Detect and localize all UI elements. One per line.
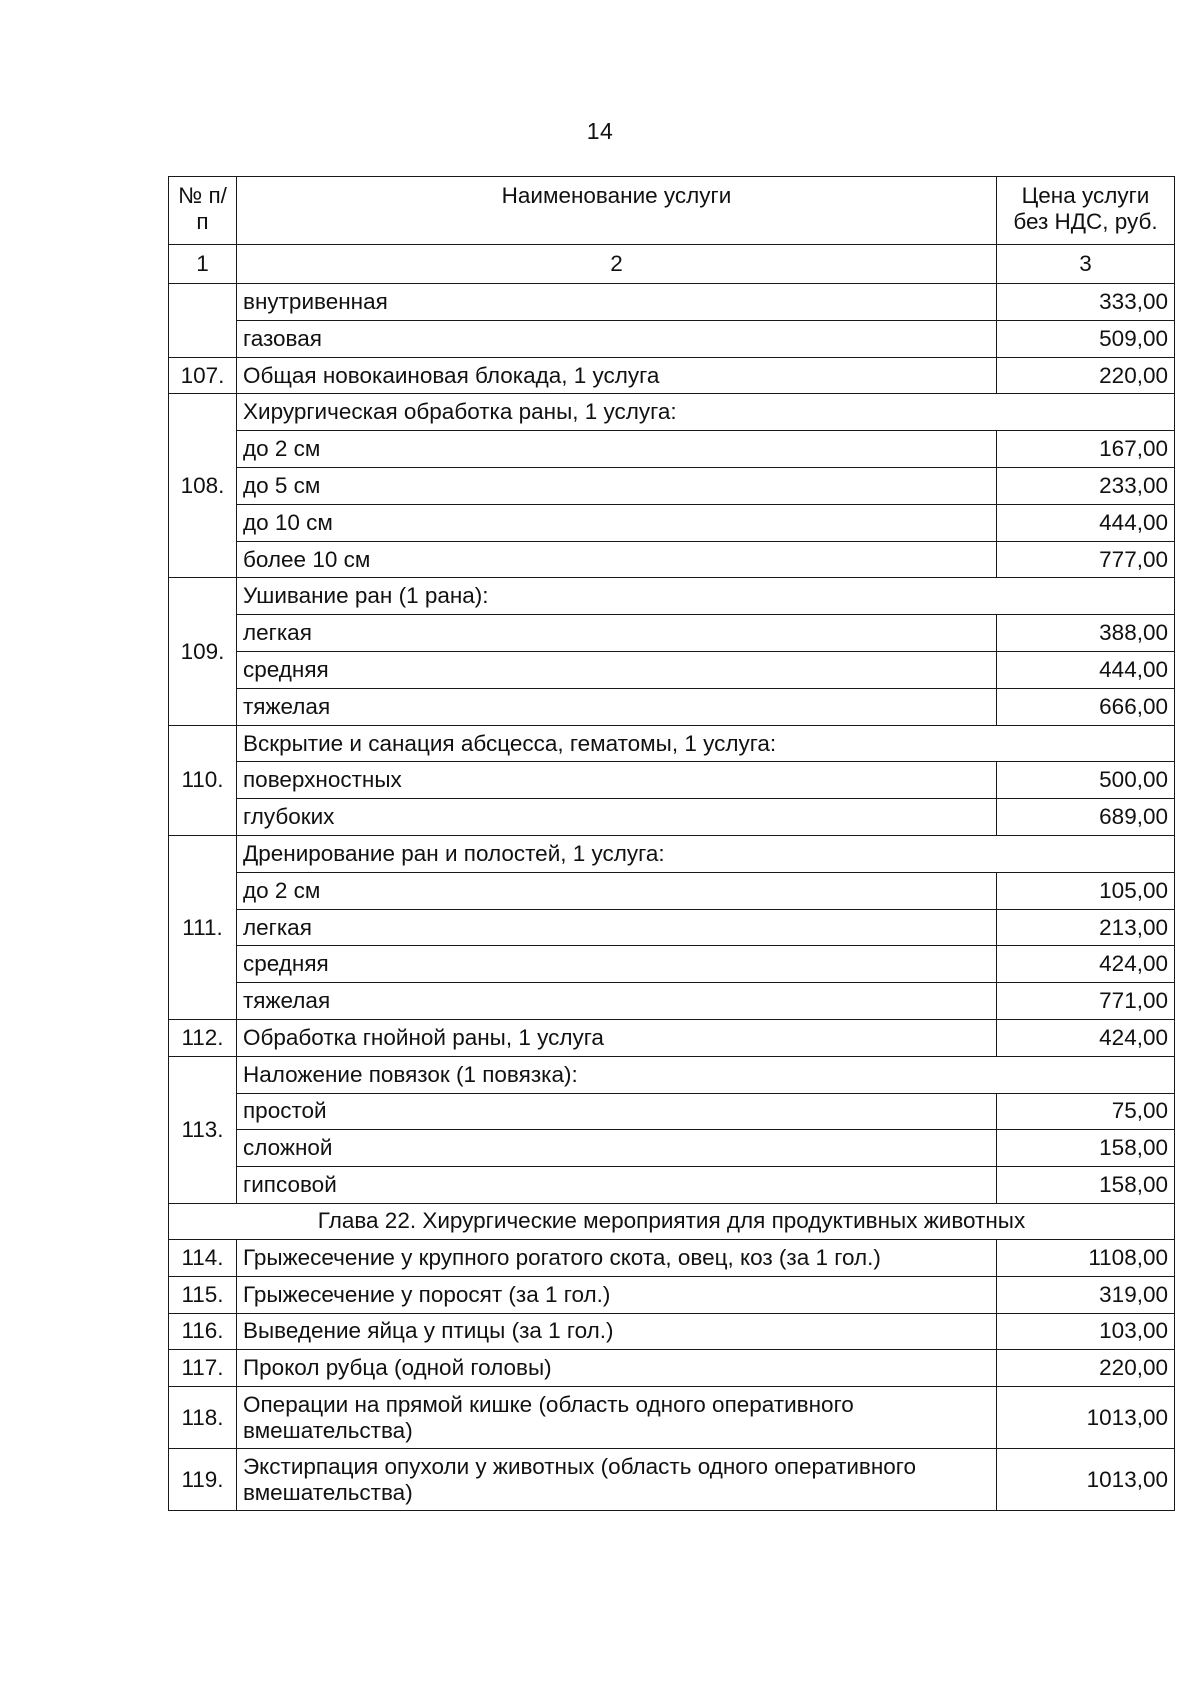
row-number: 108.	[169, 394, 237, 578]
service-price: 233,00	[997, 467, 1175, 504]
table-row	[169, 320, 1175, 357]
table-row	[169, 1276, 1175, 1313]
row-number: 110.	[169, 725, 237, 835]
service-price: 105,00	[997, 872, 1175, 909]
service-name: Дренирование ран и полостей, 1 услуга:	[237, 835, 1175, 872]
table-row	[169, 651, 1175, 688]
row-number: 115.	[169, 1276, 237, 1313]
service-price: 319,00	[997, 1276, 1175, 1313]
service-price: 158,00	[997, 1130, 1175, 1167]
row-number: 116.	[169, 1313, 237, 1350]
table-row	[169, 799, 1175, 836]
service-name: Ушивание ран (1 рана):	[237, 578, 1175, 615]
header-number: № п/п	[169, 177, 237, 245]
table-row	[169, 615, 1175, 652]
service-price: 75,00	[997, 1093, 1175, 1130]
service-name: Операции на прямой кишке (область одного оперативного вмешательства)	[237, 1387, 997, 1449]
service-price: 424,00	[997, 1019, 1175, 1056]
row-number: 111.	[169, 835, 237, 1019]
row-number: 107.	[169, 357, 237, 394]
service-name: сложной	[237, 1130, 997, 1167]
row-number: 109.	[169, 578, 237, 725]
service-name: газовая	[237, 320, 997, 357]
table-row	[169, 1167, 1175, 1204]
service-price: 444,00	[997, 504, 1175, 541]
header-price: Цена услуги без НДС, руб.	[997, 177, 1175, 245]
service-price: 333,00	[997, 284, 1175, 321]
table-row	[169, 1239, 1175, 1276]
service-name: Обработка гнойной раны, 1 услуга	[237, 1019, 997, 1056]
service-price: 444,00	[997, 651, 1175, 688]
column-index-2: 2	[237, 245, 997, 284]
table-row	[169, 983, 1175, 1020]
row-number: 118.	[169, 1387, 237, 1449]
service-name: средняя	[237, 946, 997, 983]
service-name: Экстирпация опухоли у животных (область одного оперативного вмешательства)	[237, 1449, 997, 1511]
service-name: тяжелая	[237, 983, 997, 1020]
table-row	[169, 1313, 1175, 1350]
table-row	[169, 357, 1175, 394]
service-price: 220,00	[997, 357, 1175, 394]
service-price: 103,00	[997, 1313, 1175, 1350]
service-price: 666,00	[997, 688, 1175, 725]
column-index-3: 3	[997, 245, 1175, 284]
service-name: внутривенная	[237, 284, 997, 321]
table-row	[169, 725, 1175, 762]
chapter-title: Глава 22. Хирургические мероприятия для продуктивных животных	[169, 1203, 1175, 1239]
service-price: 158,00	[997, 1167, 1175, 1204]
service-name: более 10 см	[237, 541, 997, 578]
row-number	[169, 284, 237, 358]
table-row	[169, 688, 1175, 725]
column-index-row	[169, 245, 1175, 284]
service-name: до 5 см	[237, 467, 997, 504]
service-price: 167,00	[997, 431, 1175, 468]
service-name: Хирургическая обработка раны, 1 услуга:	[237, 394, 1175, 431]
service-price: 771,00	[997, 983, 1175, 1020]
page-number: 14	[586, 118, 614, 144]
table-row	[169, 1019, 1175, 1056]
row-number: 119.	[169, 1449, 237, 1511]
service-name: Выведение яйца у птицы (за 1 гол.)	[237, 1313, 997, 1350]
table-row	[169, 872, 1175, 909]
table-row	[169, 1056, 1175, 1093]
table-row	[169, 909, 1175, 946]
service-price: 1013,00	[997, 1387, 1175, 1449]
service-name: легкая	[237, 615, 997, 652]
row-number: 117.	[169, 1350, 237, 1387]
service-price: 509,00	[997, 320, 1175, 357]
service-name: простой	[237, 1093, 997, 1130]
service-name: легкая	[237, 909, 997, 946]
table-header-row	[169, 177, 1175, 245]
row-number: 114.	[169, 1239, 237, 1276]
table-row	[169, 284, 1175, 321]
table-row	[169, 504, 1175, 541]
service-name: поверхностных	[237, 762, 997, 799]
service-price: 1013,00	[997, 1449, 1175, 1511]
service-name: Грыжесечение у крупного рогатого скота, овец, коз (за 1 гол.)	[237, 1239, 997, 1276]
table-row	[169, 541, 1175, 578]
service-name: гипсовой	[237, 1167, 997, 1204]
service-name: Наложение повязок (1 повязка):	[237, 1056, 1175, 1093]
service-name: до 2 см	[237, 431, 997, 468]
table-row	[169, 1387, 1175, 1449]
price-table	[168, 176, 1175, 1511]
service-price: 1108,00	[997, 1239, 1175, 1276]
service-name: Грыжесечение у поросят (за 1 гол.)	[237, 1276, 997, 1313]
table-row	[169, 431, 1175, 468]
header-service-name: Наименование услуги	[237, 177, 997, 245]
table-row	[169, 578, 1175, 615]
table-row	[169, 1350, 1175, 1387]
row-number: 112.	[169, 1019, 237, 1056]
service-price: 388,00	[997, 615, 1175, 652]
service-price: 213,00	[997, 909, 1175, 946]
service-name: до 2 см	[237, 872, 997, 909]
table-row	[169, 1093, 1175, 1130]
table-row	[169, 835, 1175, 872]
table-row	[169, 946, 1175, 983]
service-name: Прокол рубца (одной головы)	[237, 1350, 997, 1387]
row-number: 113.	[169, 1056, 237, 1203]
chapter-row	[169, 1203, 1175, 1239]
service-price: 500,00	[997, 762, 1175, 799]
service-price: 220,00	[997, 1350, 1175, 1387]
service-name: глубоких	[237, 799, 997, 836]
service-name: тяжелая	[237, 688, 997, 725]
table-row	[169, 467, 1175, 504]
service-price: 689,00	[997, 799, 1175, 836]
service-price: 777,00	[997, 541, 1175, 578]
column-index-1: 1	[169, 245, 237, 284]
service-name: средняя	[237, 651, 997, 688]
service-name: Вскрытие и санация абсцесса, гематомы, 1 услуга:	[237, 725, 1175, 762]
table-row	[169, 1130, 1175, 1167]
table-row	[169, 1449, 1175, 1511]
service-name: Общая новокаиновая блокада, 1 услуга	[237, 357, 997, 394]
table-row	[169, 394, 1175, 431]
service-name: до 10 см	[237, 504, 997, 541]
service-price: 424,00	[997, 946, 1175, 983]
table-row	[169, 762, 1175, 799]
